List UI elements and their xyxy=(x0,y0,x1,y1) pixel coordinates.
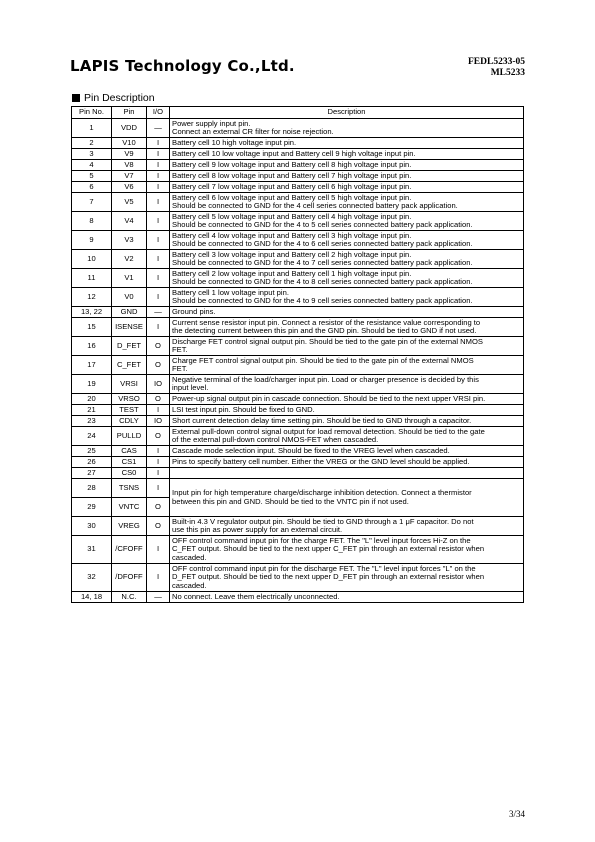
description-line: of the external pull-down control NMOS-FET when cascaded. xyxy=(172,435,379,444)
table-row xyxy=(72,231,524,250)
description-cell xyxy=(170,269,524,288)
description-line: Battery cell 10 low voltage input and Battery cell 9 high voltage input pin. xyxy=(172,148,416,158)
table-row xyxy=(72,160,524,171)
description-line: the detecting current between this pin and the GND pin. Should be tied to GND if not used. xyxy=(172,326,477,335)
io-cell: I xyxy=(147,149,170,160)
pin-number-cell: 23 xyxy=(72,416,112,427)
table-row xyxy=(72,457,524,468)
section-heading xyxy=(72,92,155,104)
pin-number-cell: 10 xyxy=(72,250,112,269)
pin-number-cell: 12 xyxy=(72,288,112,307)
description-line: Power-up signal output pin in cascade connection. Should be tied to the next upper VRSI pin. xyxy=(172,393,486,403)
pin-number-cell: 19 xyxy=(72,375,112,394)
table-row xyxy=(72,536,524,564)
description-cell xyxy=(170,427,524,446)
pin-number-cell: 28 xyxy=(72,479,112,498)
io-cell: I xyxy=(147,231,170,250)
table-row xyxy=(72,318,524,337)
pin-number-cell: 25 xyxy=(72,446,112,457)
page-number: 3/34 xyxy=(508,809,525,819)
pin-number-cell: 1 xyxy=(72,119,112,138)
io-cell: I xyxy=(147,193,170,212)
description-line: No connect. Leave them electrically unconnected. xyxy=(172,591,340,601)
description-line: Should be connected to GND for the 4 to 8 cell series connected battery pack application. xyxy=(172,277,473,286)
pin-name-cell: V8 xyxy=(112,160,147,171)
pin-number-cell: 14, 18 xyxy=(72,592,112,603)
pin-number-cell: 13, 22 xyxy=(72,307,112,318)
table-row xyxy=(72,119,524,138)
description-line: Battery cell 4 low voltage input and Battery cell 3 high voltage input pin. xyxy=(172,230,412,240)
io-cell: I xyxy=(147,468,170,479)
description-line: Battery cell 10 high voltage input pin. xyxy=(172,137,297,147)
pin-name-cell: N.C. xyxy=(112,592,147,603)
description-line: Should be connected to GND for the 4 cell series connected battery pack application. xyxy=(172,201,458,210)
pin-name-cell: CAS xyxy=(112,446,147,457)
io-cell: I xyxy=(147,564,170,592)
description-cell xyxy=(170,479,524,517)
table-row xyxy=(72,427,524,446)
io-cell: O xyxy=(147,356,170,375)
table-row xyxy=(72,375,524,394)
description-line: Power supply input pin. xyxy=(172,118,251,128)
description-line: FET. xyxy=(172,364,188,373)
description-cell xyxy=(170,468,524,479)
description-line: Battery cell 8 low voltage input and Battery cell 7 high voltage input pin. xyxy=(172,170,412,180)
description-cell xyxy=(170,231,524,250)
table-row xyxy=(72,288,524,307)
section-title: Pin Description xyxy=(84,92,155,104)
description-cell xyxy=(170,182,524,193)
description-line: cascaded. xyxy=(172,580,207,590)
pin-number-cell: 5 xyxy=(72,171,112,182)
column-header-io: I/O xyxy=(147,107,170,119)
description-line: Built-in 4.3 V regulator output pin. Should be tied to GND through a 1 μF capacitor. Do not xyxy=(172,516,474,526)
description-cell xyxy=(170,536,524,564)
pin-name-cell: V4 xyxy=(112,212,147,231)
io-cell: I xyxy=(147,160,170,171)
pin-name-cell: V1 xyxy=(112,269,147,288)
io-cell: I xyxy=(147,212,170,231)
table-row xyxy=(72,592,524,603)
description-cell xyxy=(170,394,524,405)
pin-number-cell: 26 xyxy=(72,457,112,468)
pin-name-cell: C_FET xyxy=(112,356,147,375)
io-cell: IO xyxy=(147,416,170,427)
table-row xyxy=(72,269,524,288)
description-cell xyxy=(170,250,524,269)
column-header-pin: Pin xyxy=(112,107,147,119)
pin-number-cell: 17 xyxy=(72,356,112,375)
description-cell xyxy=(170,416,524,427)
table-row xyxy=(72,416,524,427)
pin-number-cell: 30 xyxy=(72,517,112,536)
io-cell: I xyxy=(147,138,170,149)
description-line: Battery cell 2 low voltage input and Battery cell 1 high voltage input pin. xyxy=(172,268,412,278)
table-body xyxy=(72,119,524,603)
table-row xyxy=(72,212,524,231)
description-line: between this pin and GND. Should be tied to the VNTC pin if not used. xyxy=(172,496,409,506)
description-line: cascaded. xyxy=(172,552,207,562)
description-line: LSI test input pin. Should be fixed to GND. xyxy=(172,404,315,414)
io-cell: O xyxy=(147,394,170,405)
table-row xyxy=(72,405,524,416)
table-row xyxy=(72,517,524,536)
description-cell xyxy=(170,337,524,356)
pin-name-cell: V9 xyxy=(112,149,147,160)
pin-number-cell: 32 xyxy=(72,564,112,592)
description-line: Battery cell 5 low voltage input and Battery cell 4 high voltage input pin. xyxy=(172,211,412,221)
io-cell: I xyxy=(147,288,170,307)
description-line: D_FET output. Should be tied to the next upper D_FET pin through an external resistor when xyxy=(172,572,485,582)
io-cell: O xyxy=(147,517,170,536)
description-line: Connect an external CR filter for noise rejection. xyxy=(172,127,334,136)
pin-number-cell: 31 xyxy=(72,536,112,564)
description-line: Current sense resistor input pin. Connect a resistor of the resistance value corresponding to xyxy=(172,317,481,327)
description-cell xyxy=(170,517,524,536)
description-line: input level. xyxy=(172,383,209,392)
io-cell: O xyxy=(147,498,170,517)
pin-name-cell: CS0 xyxy=(112,468,147,479)
description-line: Ground pins. xyxy=(172,306,216,316)
pin-name-cell: V0 xyxy=(112,288,147,307)
io-cell: I xyxy=(147,457,170,468)
io-cell: O xyxy=(147,337,170,356)
pin-name-cell: /CFOFF xyxy=(112,536,147,564)
table-row xyxy=(72,149,524,160)
io-cell: O xyxy=(147,427,170,446)
part-number: ML5233 xyxy=(490,68,525,78)
pin-number-cell: 3 xyxy=(72,149,112,160)
table-row xyxy=(72,182,524,193)
pin-name-cell: VREG xyxy=(112,517,147,536)
io-cell: I xyxy=(147,171,170,182)
pin-number-cell: 24 xyxy=(72,427,112,446)
description-cell xyxy=(170,119,524,138)
black-square-bullet-icon xyxy=(72,94,80,102)
pin-number-cell: 21 xyxy=(72,405,112,416)
description-cell xyxy=(170,375,524,394)
table-row xyxy=(72,446,524,457)
pin-name-cell: /DFOFF xyxy=(112,564,147,592)
description-cell xyxy=(170,318,524,337)
description-line: Short current detection delay time setting pin. Should be tied to GND through a capacitor. xyxy=(172,415,472,425)
io-cell: I xyxy=(147,446,170,457)
pin-name-cell: TSNS xyxy=(112,479,147,498)
pin-name-cell: V10 xyxy=(112,138,147,149)
description-line: Pins to specify battery cell number. Either the VREG or the GND level should be applied. xyxy=(172,456,470,466)
table-row xyxy=(72,171,524,182)
pin-number-cell: 27 xyxy=(72,468,112,479)
description-line: use this pin as power supply for an external circuit. xyxy=(172,525,343,534)
table-row xyxy=(72,356,524,375)
pin-name-cell: CDLY xyxy=(112,416,147,427)
io-cell: I xyxy=(147,318,170,337)
table-row xyxy=(72,337,524,356)
pin-name-cell: V5 xyxy=(112,193,147,212)
pin-number-cell: 8 xyxy=(72,212,112,231)
pin-number-cell: 9 xyxy=(72,231,112,250)
description-cell xyxy=(170,138,524,149)
document-id xyxy=(468,57,525,79)
io-cell: I xyxy=(147,536,170,564)
pin-name-cell: VRSO xyxy=(112,394,147,405)
io-cell: I xyxy=(147,250,170,269)
description-cell xyxy=(170,564,524,592)
pin-number-cell: 11 xyxy=(72,269,112,288)
doc-code: FEDL5233-05 xyxy=(468,57,525,67)
table-row xyxy=(72,193,524,212)
pin-number-cell: 29 xyxy=(72,498,112,517)
description-line: Negative terminal of the load/charger input pin. Load or charger presence is decided by this xyxy=(172,374,479,384)
pin-number-cell: 6 xyxy=(72,182,112,193)
description-line: Battery cell 6 low voltage input and Battery cell 5 high voltage input pin. xyxy=(172,192,412,202)
io-cell: — xyxy=(147,592,170,603)
pin-name-cell: PULLD xyxy=(112,427,147,446)
pin-name-cell: VDD xyxy=(112,119,147,138)
table-row xyxy=(72,138,524,149)
description-cell xyxy=(170,171,524,182)
description-line: C_FET output. Should be tied to the next upper C_FET pin through an external resistor when xyxy=(172,544,485,554)
pin-name-cell: D_FET xyxy=(112,337,147,356)
io-cell: I xyxy=(147,182,170,193)
pin-number-cell: 7 xyxy=(72,193,112,212)
pin-number-cell: 20 xyxy=(72,394,112,405)
pin-name-cell: VRSI xyxy=(112,375,147,394)
pin-number-cell: 4 xyxy=(72,160,112,171)
description-line: Should be connected to GND for the 4 to 7 cell series connected battery pack application. xyxy=(172,258,473,267)
company-logo: LAPIS Technology Co.,Ltd. xyxy=(70,57,295,75)
description-line: FET. xyxy=(172,345,188,354)
io-cell: IO xyxy=(147,375,170,394)
table-row xyxy=(72,307,524,318)
description-line: Input pin for high temperature charge/discharge inhibition detection. Connect a thermistor xyxy=(172,488,472,498)
description-cell xyxy=(170,405,524,416)
pin-name-cell: V7 xyxy=(112,171,147,182)
io-cell: I xyxy=(147,269,170,288)
description-line: Battery cell 9 low voltage input and Battery cell 8 high voltage input pin. xyxy=(172,159,412,169)
description-line: OFF control command input pin for the discharge FET. The "L" level input forces "L" on the xyxy=(172,564,476,574)
pin-name-cell: TEST xyxy=(112,405,147,416)
description-cell xyxy=(170,446,524,457)
description-cell xyxy=(170,288,524,307)
table-row xyxy=(72,250,524,269)
column-header-description: Description xyxy=(170,107,524,119)
pin-name-cell: VNTC xyxy=(112,498,147,517)
io-cell: — xyxy=(147,119,170,138)
description-cell xyxy=(170,149,524,160)
pin-name-cell: V3 xyxy=(112,231,147,250)
pin-name-cell: GND xyxy=(112,307,147,318)
pin-name-cell: ISENSE xyxy=(112,318,147,337)
pin-name-cell: V2 xyxy=(112,250,147,269)
table-row xyxy=(72,394,524,405)
pin-description-table xyxy=(71,106,524,603)
description-line: Battery cell 7 low voltage input and Battery cell 6 high voltage input pin. xyxy=(172,181,412,191)
description-cell xyxy=(170,160,524,171)
description-line: Should be connected to GND for the 4 to 9 cell series connected battery pack application. xyxy=(172,296,473,305)
pin-name-cell: V6 xyxy=(112,182,147,193)
description-line: External pull-down control signal output for load removal detection. Should be tied to the gate xyxy=(172,426,485,436)
description-line: Should be connected to GND for the 4 to 5 cell series connected battery pack application. xyxy=(172,220,473,229)
table-row xyxy=(72,564,524,592)
description-cell xyxy=(170,356,524,375)
description-line: Charge FET control signal output pin. Should be tied to the gate pin of the external NMOS xyxy=(172,355,474,365)
pin-name-cell: CS1 xyxy=(112,457,147,468)
table-header-row xyxy=(72,107,524,119)
pin-number-cell: 15 xyxy=(72,318,112,337)
pin-number-cell: 2 xyxy=(72,138,112,149)
io-cell: — xyxy=(147,307,170,318)
column-header-pin-no: Pin No. xyxy=(72,107,112,119)
pin-number-cell: 16 xyxy=(72,337,112,356)
description-line: Battery cell 3 low voltage input and Battery cell 2 high voltage input pin. xyxy=(172,249,412,259)
description-cell xyxy=(170,193,524,212)
io-cell: I xyxy=(147,479,170,498)
description-line: Cascade mode selection input. Should be fixed to the VREG level when cascaded. xyxy=(172,445,450,455)
description-cell xyxy=(170,307,524,318)
description-cell xyxy=(170,457,524,468)
table-row xyxy=(72,479,524,498)
description-line: Battery cell 1 low voltage input pin. xyxy=(172,287,289,297)
table-row xyxy=(72,468,524,479)
description-line: Discharge FET control signal output pin. Should be tied to the gate pin of the external NMOS xyxy=(172,336,483,346)
description-line: OFF control command input pin for the charge FET. The "L" level input forces Hi-Z on the xyxy=(172,536,471,546)
description-line: Should be connected to GND for the 4 to 6 cell series connected battery pack application. xyxy=(172,239,473,248)
io-cell: I xyxy=(147,405,170,416)
description-cell xyxy=(170,592,524,603)
description-cell xyxy=(170,212,524,231)
